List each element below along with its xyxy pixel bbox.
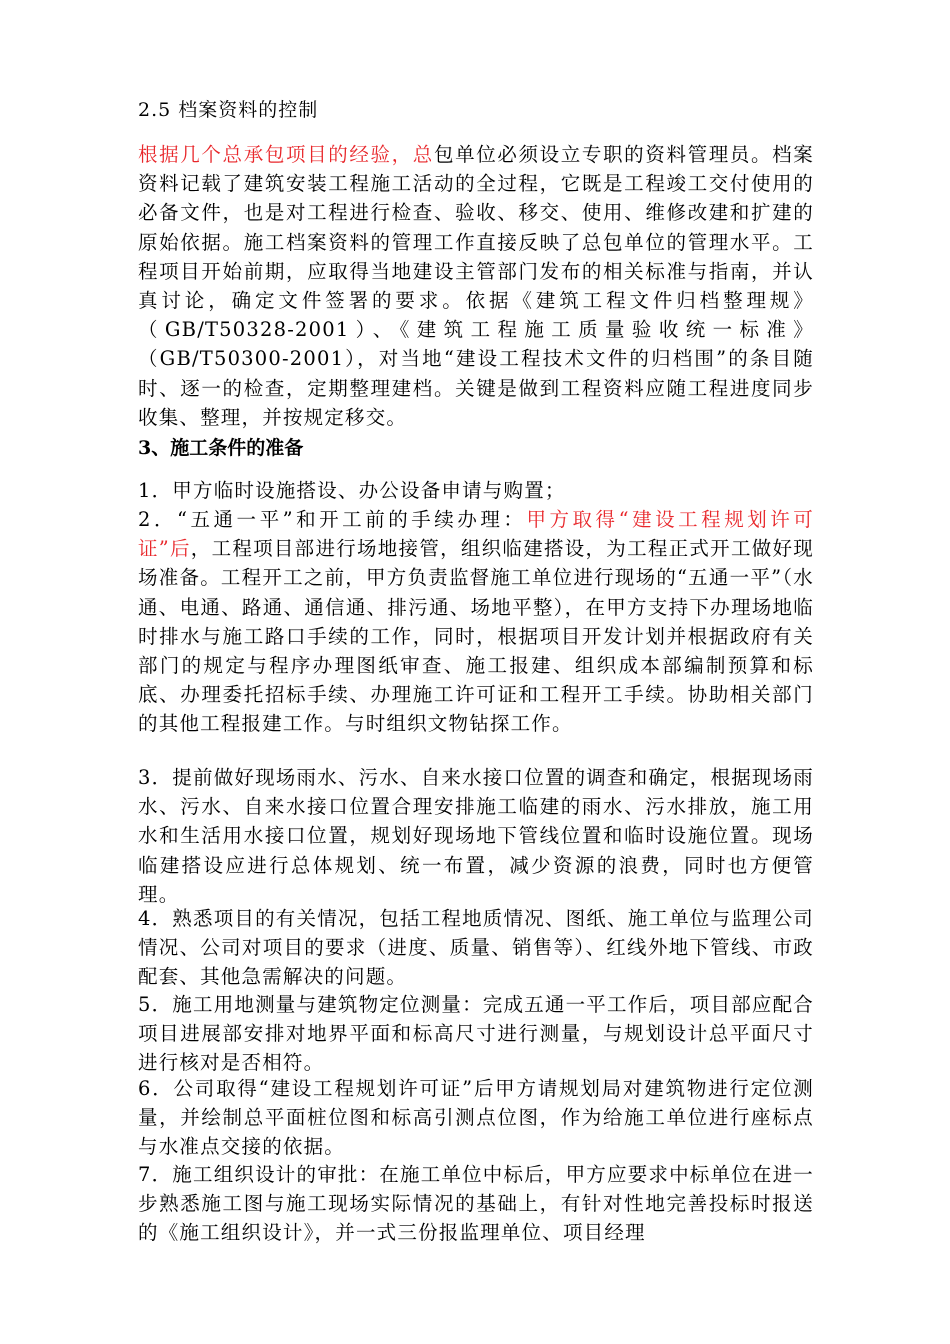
paragraph-text: 包单位必须设立专职的资料管理员。档案资料记载了建筑安装工程施工活动的全过程，它既是工程竣工交付使用的必备文件，也是对工程进行检查、验收、移交、使用、维修改建和扩建的原始依据。施工档案资料的管理工作直接反映了总包单位的管理水平。工程项目开始前期，应取得当地建设主管部门发布的相关标准与指南，并认真讨论，确定文件签署的要求。依据《建筑工程文件归档整理规》（GB/T50328-2001）、《建筑工程施工质量验收统一标准》（GB/T50300-2001），对当地“建设工程技术文件的归档围”的条目随时、逐一的检查，定期整理建档。关键是做到工程资料应随工程进度同步收集、整理，并按规定移交。 — [138, 143, 814, 429]
list-item: 3．提前做好现场雨水、污水、自来水接口位置的调查和确定，根据现场雨水、污水、自来水接口位置合理安排施工临建的雨水、污水排放，施工用水和生活用水接口位置，规划好现场地下管线位置和临时设施位置。现场临建搭设应进行总体规划、统一布置，减少资源的浪费，同时也方便管理。 — [138, 766, 815, 906]
list-item: 6．公司取得“建设工程规划许可证”后甲方请规划局对建筑物进行定位测量，并绘制总平面桩位图和标高引测点位图，作为给施工单位进行座标点与水准点交接的依据。 — [138, 1077, 814, 1159]
item-text: ，工程项目部进行场地接管，组织临建搭设，为工程正式开工做好现场准备。工程开工之前，甲方负责监督施工单位进行现场的“五通一平”（水通、电通、路通、通信通、排污通、场地平整），在甲方支持下办理场地临时排水与施工路口手续的工作，同时，根据项目开发计划并根据政府有关部门的规定与程序办理图纸审查、施工报建、组织成本部编制预算和标底、办理委托招标手续、办理施工许可证和工程开工手续。协助相关部门的其他工程报建工作。与时组织文物钻探工作。 — [138, 537, 814, 736]
list-item: 7．施工组织设计的审批：在施工单位中标后，甲方应要求中标单位在进一步熟悉施工图与施工现场实际情况的基础上，有针对性地完善投标时报送的《施工组织设计》，并一式三份报监理单位、项目经理 — [138, 1163, 815, 1245]
item-text: 2．“五通一平”和开工前的手续办理： — [138, 508, 527, 531]
list-item — [138, 505, 814, 739]
list-item: 4．熟悉项目的有关情况，包括工程地质情况、图纸、施工单位与监理公司情况、公司对项目的要求（进度、质量、销售等）、红线外地下管线、市政配套、其他急需解决的问题。 — [138, 907, 815, 989]
list-item: 5．施工用地测量与建筑物定位测量：完成五通一平工作后，项目部应配合项目进展部安排对地界平面和标高尺寸进行测量，与规划设计总平面尺寸进行核对是否相符。 — [138, 993, 815, 1075]
highlighted-text: 根据几个总承包项目的经验，总 — [138, 143, 434, 166]
section-title: 2.5 档案资料的控制 — [138, 99, 319, 121]
section-heading: 3、施工条件的准备 — [138, 437, 304, 459]
archive-paragraph — [138, 140, 814, 432]
highlighted-text: 甲方取得“建设工程规划许可证”后 — [138, 508, 814, 561]
list-item: 1．甲方临时设施搭设、办公设备申请与购置； — [138, 479, 566, 502]
